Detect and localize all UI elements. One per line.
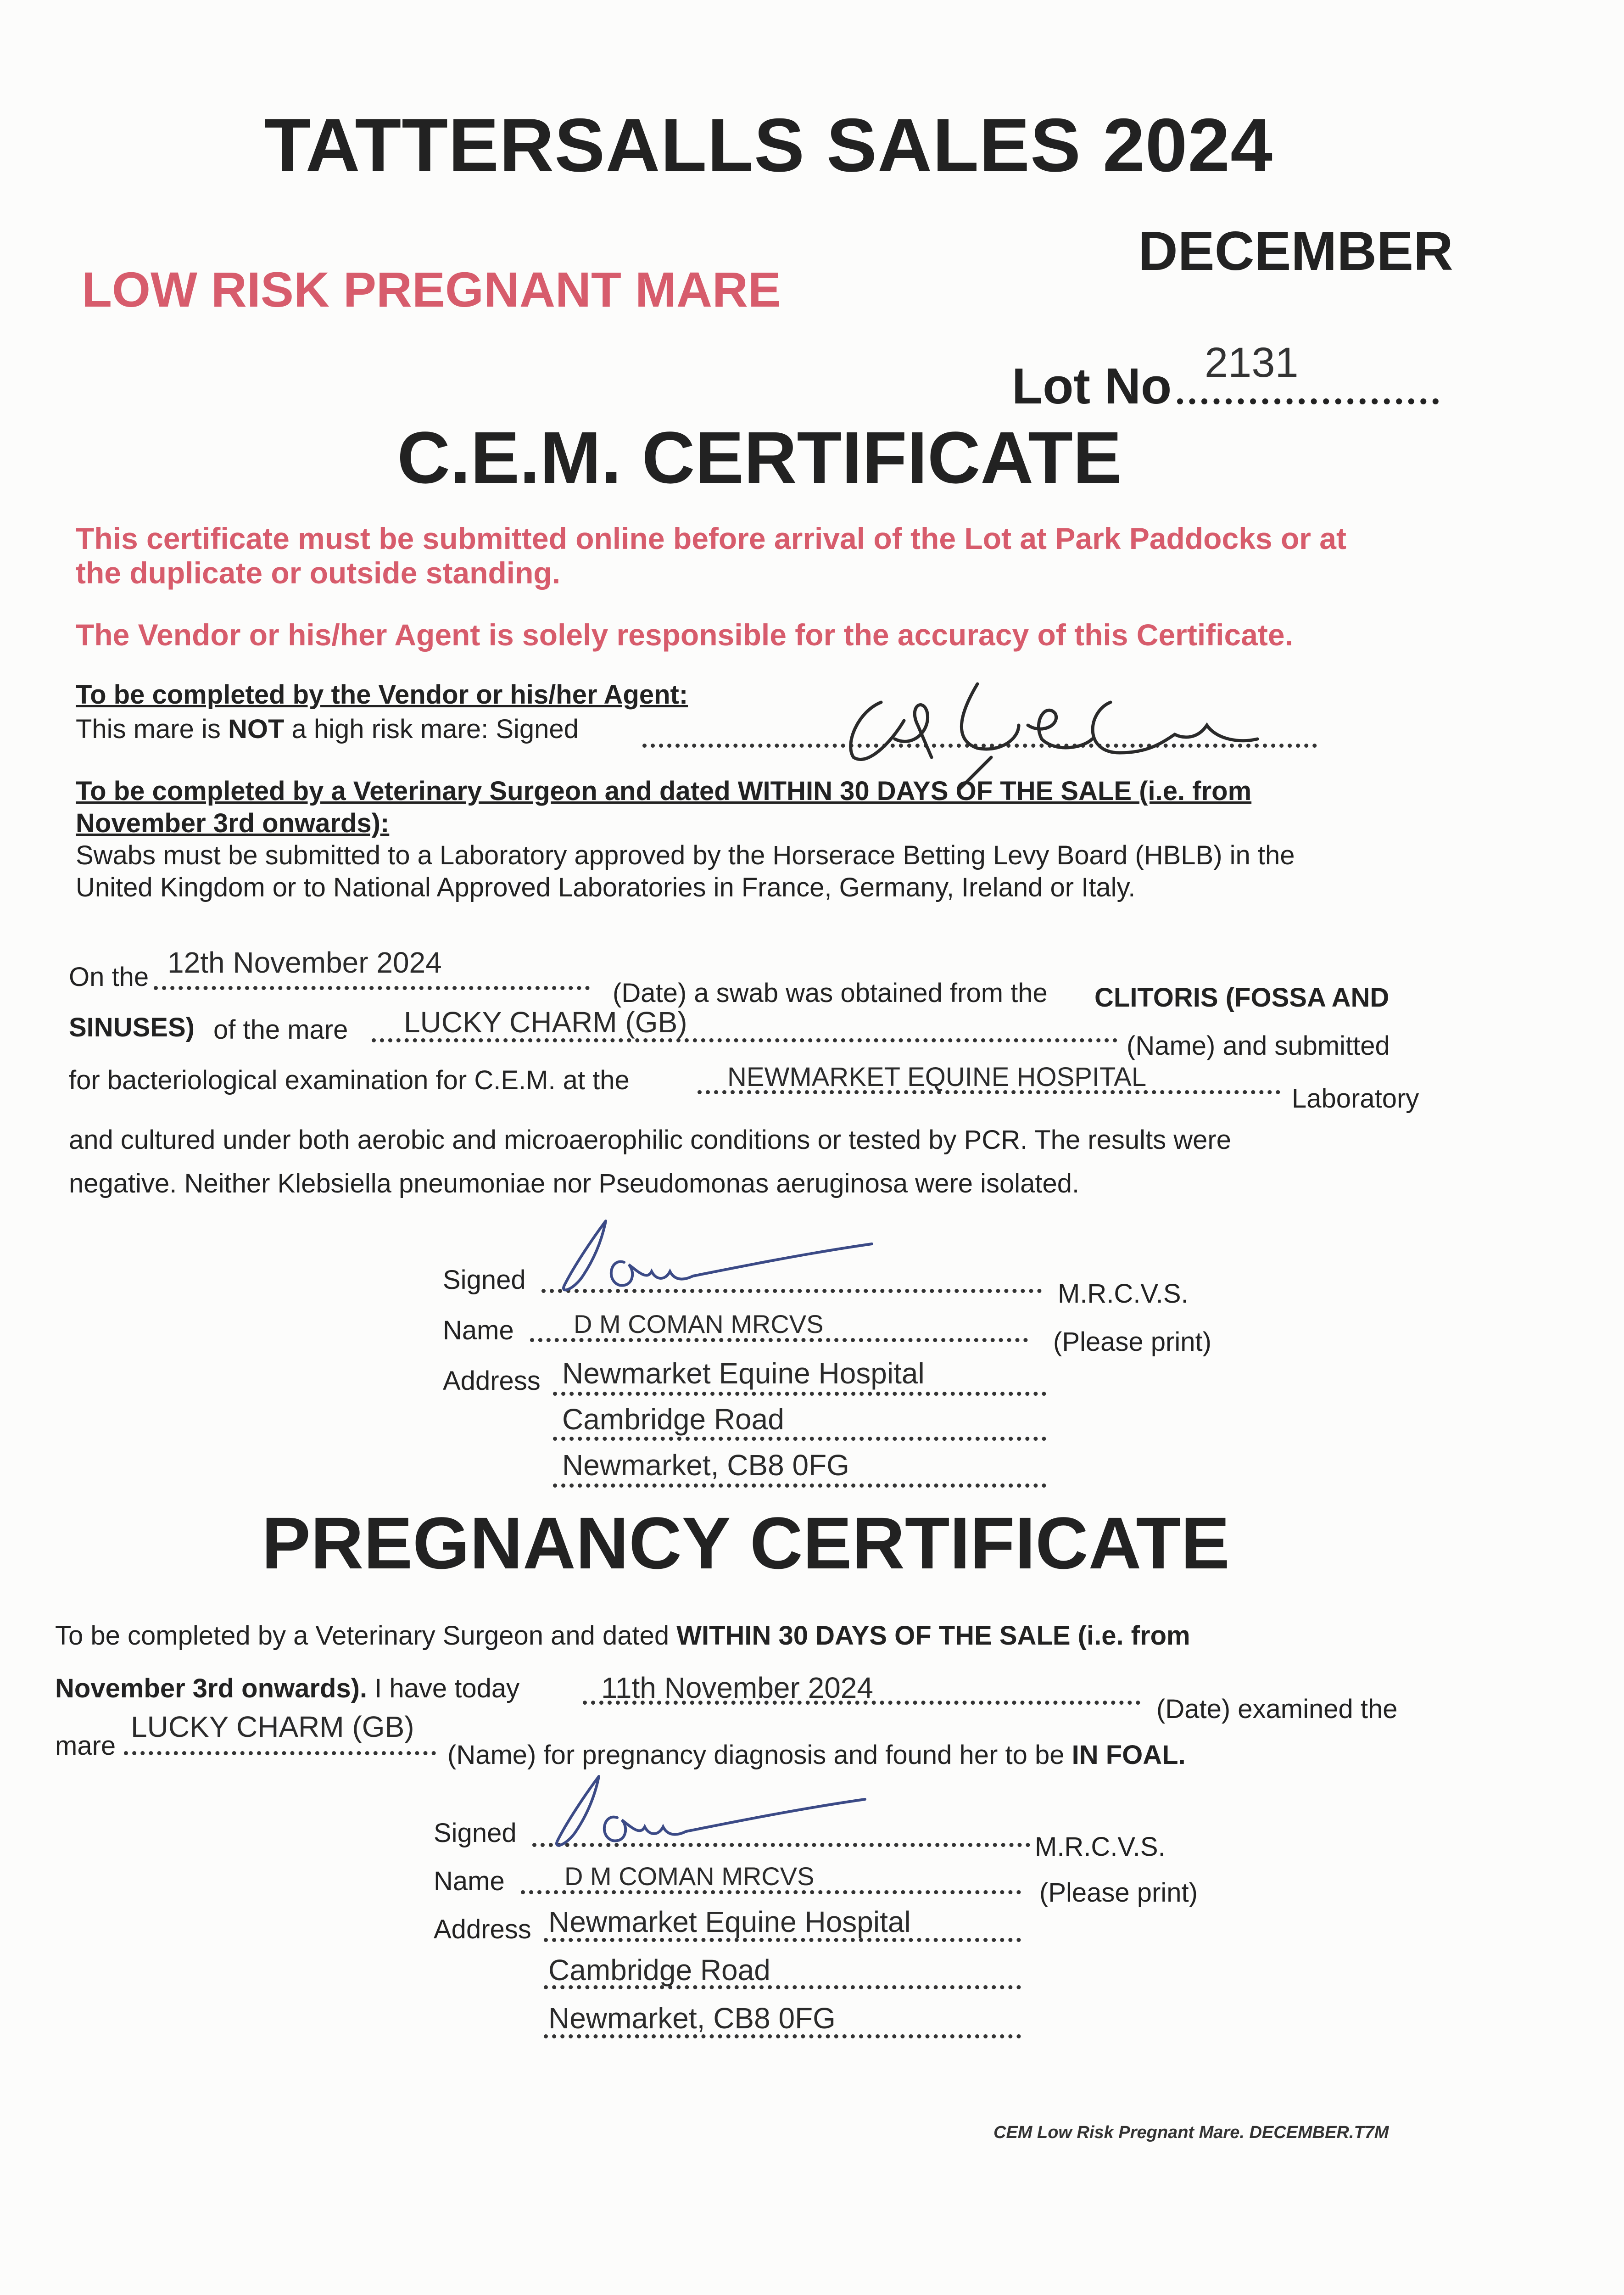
- preg-name-label: Name: [434, 1866, 505, 1896]
- vendor-statement-post: a high risk mare: Signed: [284, 714, 579, 744]
- lot-number-value: 2131: [1205, 339, 1299, 386]
- cem-vet-signature: [555, 1212, 886, 1299]
- cem-vet-name-value: D M COMAN MRCVS: [574, 1310, 824, 1338]
- cem-certificate-title: C.E.M. CERTIFICATE: [397, 416, 1122, 498]
- cem-address-line-1: Newmarket Equine Hospital: [562, 1357, 925, 1390]
- mare-name-value: LUCKY CHARM (GB): [404, 1006, 687, 1039]
- vendor-signature: [826, 670, 1285, 780]
- of-the-mare-label: of the mare: [213, 1015, 348, 1045]
- page-title: TATTERSALLS SALES 2024: [264, 103, 1273, 187]
- swab-site-bold-2: SINUSES): [69, 1013, 195, 1042]
- preg-please-print: (Please print): [1039, 1878, 1198, 1908]
- cem-name-label: Name: [443, 1315, 514, 1345]
- pregnancy-line-2: [55, 1673, 519, 1704]
- pregnancy-mare-label: mare: [55, 1731, 116, 1761]
- on-the-label: On the: [69, 962, 149, 992]
- pregnancy-certificate-title: PREGNANCY CERTIFICATE: [262, 1502, 1230, 1584]
- pregnancy-line-3-text: (Name) for pregnancy diagnosis and found her to be: [447, 1740, 1072, 1770]
- preg-address-line-2: Cambridge Road: [548, 1954, 770, 1987]
- vet-heading-line-2: November 3rd onwards):: [76, 808, 390, 838]
- cem-address-line-3: Newmarket, CB8 0FG: [562, 1449, 849, 1482]
- preg-signed-label: Signed: [434, 1818, 517, 1848]
- pregnancy-line-1: [55, 1620, 1190, 1651]
- pregnancy-mare-name-field[interactable]: [124, 1751, 436, 1755]
- vendor-statement-pre: This mare is: [76, 714, 228, 744]
- laboratory-name: NEWMARKET EQUINE HOSPITAL: [727, 1062, 1147, 1092]
- date-suffix: (Date) a swab was obtained from the: [613, 978, 1048, 1008]
- preg-mrcvs-label: M.R.C.V.S.: [1035, 1832, 1166, 1862]
- preg-address-line-1: Newmarket Equine Hospital: [548, 1905, 911, 1938]
- vendor-statement-not: NOT: [228, 714, 285, 744]
- name-suffix: (Name) and submitted: [1127, 1031, 1390, 1061]
- form-reference-footer: CEM Low Risk Pregnant Mare. DECEMBER.T7M: [993, 2123, 1389, 2142]
- risk-category: LOW RISK PREGNANT MARE: [82, 262, 781, 317]
- submission-notice-line-2: the duplicate or outside standing.: [76, 556, 561, 590]
- cem-address-label: Address: [443, 1366, 541, 1396]
- responsibility-notice: The Vendor or his/her Agent is solely responsible for the accuracy of this Certificate.: [76, 618, 1293, 652]
- pregnancy-date-suffix: (Date) examined the: [1156, 1694, 1398, 1724]
- cem-address-field-1[interactable]: [553, 1392, 1046, 1396]
- preg-vet-signature: [548, 1769, 879, 1852]
- pregnancy-line-1-bold: WITHIN 30 DAYS OF THE SALE (i.e. from: [676, 1621, 1190, 1651]
- vendor-section-heading: To be completed by the Vendor or his/her Agent:: [76, 680, 688, 710]
- pregnancy-line-2-bold: November 3rd onwards).: [55, 1674, 368, 1703]
- pregnancy-mare-name-value: LUCKY CHARM (GB): [131, 1710, 414, 1743]
- submission-notice-line-1: This certificate must be submitted online before arrival of the Lot at Park Paddocks or at: [76, 521, 1346, 555]
- pregnancy-line-3: [447, 1740, 1186, 1770]
- lot-label: Lot No: [1012, 358, 1172, 414]
- preg-vet-name-value: D M COMAN MRCVS: [564, 1862, 815, 1891]
- pregnancy-line-2-text: I have today: [367, 1674, 520, 1703]
- cem-signed-label: Signed: [443, 1265, 526, 1295]
- cem-address-field-3[interactable]: [553, 1483, 1046, 1488]
- preg-address-line-3: Newmarket, CB8 0FG: [548, 2002, 836, 2035]
- sale-month: DECEMBER: [1138, 220, 1453, 282]
- vet-heading-line-1: To be completed by a Veterinary Surgeon and dated WITHIN 30 DAYS OF THE SALE (i.e. from: [76, 776, 1252, 806]
- cem-mrcvs-label: M.R.C.V.S.: [1058, 1279, 1189, 1309]
- cem-address-line-2: Cambridge Road: [562, 1403, 784, 1436]
- lot-number-field[interactable]: [1177, 398, 1439, 404]
- vendor-statement: [76, 714, 579, 744]
- laboratory-suffix: Laboratory: [1292, 1084, 1419, 1114]
- swab-date-field[interactable]: [154, 986, 590, 990]
- swab-requirement-line-2: United Kingdom or to National Approved Laboratories in France, Germany, Ireland or Italy.: [76, 873, 1136, 902]
- swab-site-bold-1: CLITORIS (FOSSA AND: [1094, 983, 1390, 1013]
- pregnancy-result: IN FOAL.: [1072, 1740, 1186, 1770]
- cem-please-print: (Please print): [1053, 1327, 1211, 1357]
- cem-address-field-2[interactable]: [553, 1437, 1046, 1441]
- result-line-2: negative. Neither Klebsiella pneumoniae nor Pseudomonas aeruginosa were isolated.: [69, 1169, 1080, 1198]
- result-line-1: and cultured under both aerobic and microaerophilic conditions or tested by PCR. The results were: [69, 1125, 1231, 1155]
- exam-prefix: for bacteriological examination for C.E.M. at the: [69, 1065, 630, 1095]
- preg-address-label: Address: [434, 1914, 531, 1944]
- pregnancy-line-1-text: To be completed by a Veterinary Surgeon and dated: [55, 1621, 677, 1651]
- swab-requirement-line-1: Swabs must be submitted to a Laboratory approved by the Horserace Betting Levy Board (HBLB) in the: [76, 840, 1295, 870]
- pregnancy-date-value: 11th November 2024: [601, 1671, 873, 1704]
- swab-date-value: 12th November 2024: [167, 946, 442, 979]
